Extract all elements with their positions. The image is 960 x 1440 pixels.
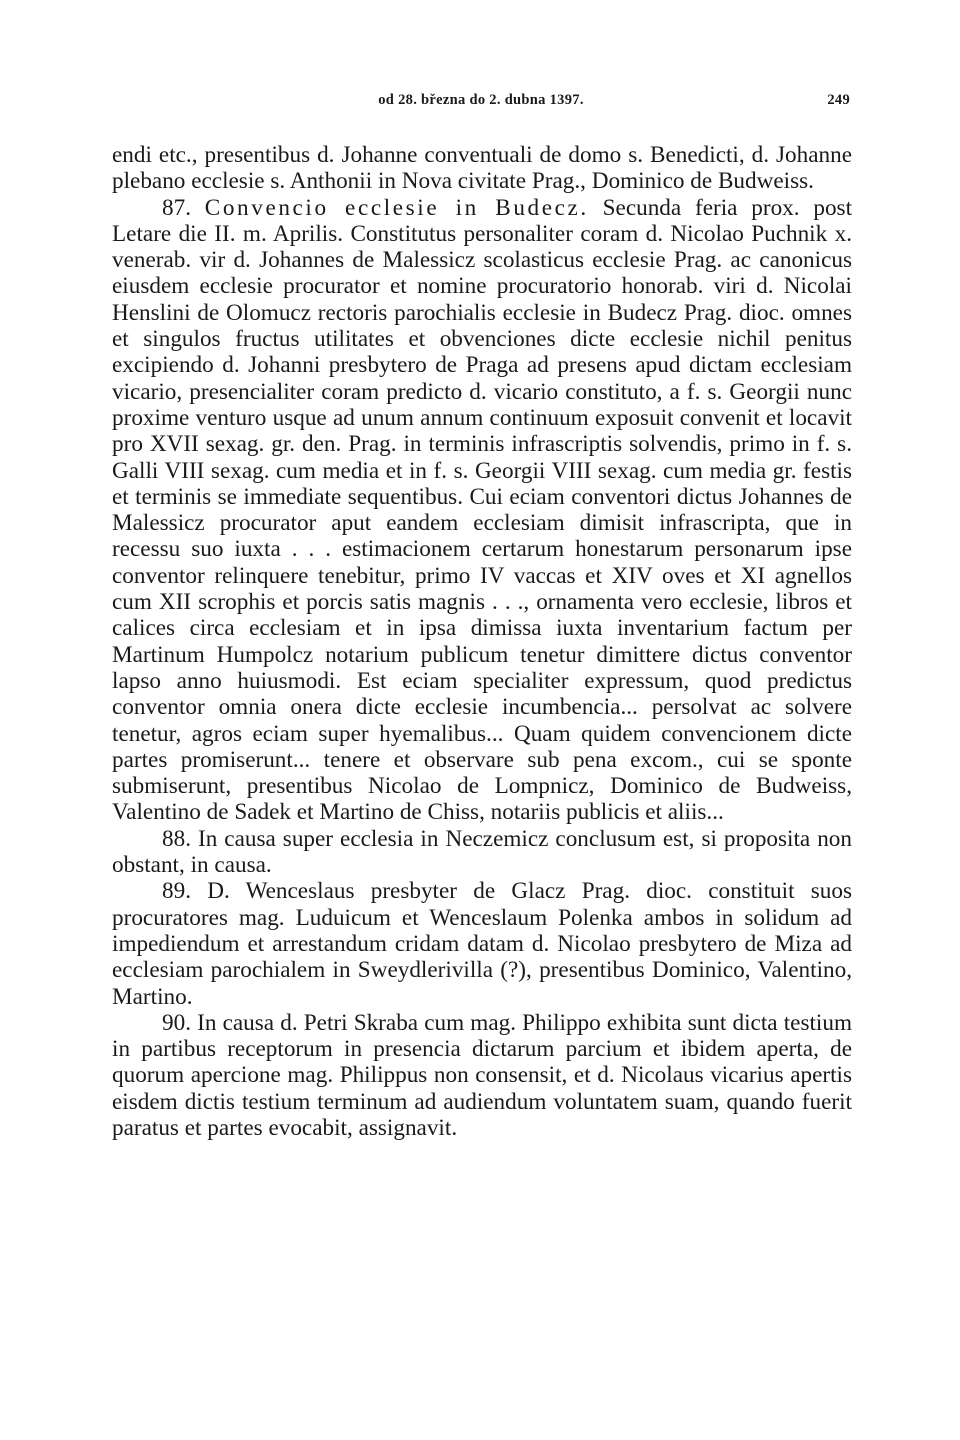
text-body — [112, 142, 852, 1141]
paragraph-90 — [112, 1010, 852, 1141]
entry-number: 87. — [162, 194, 191, 221]
page-header — [112, 92, 850, 112]
paragraph-text: 88. In causa super ecclesia in Neczemicz conclusum est, si proposita non obstant, in causa. — [112, 825, 852, 879]
running-title: od 28. března do 2. dubna 1397. — [378, 92, 584, 108]
paragraph-text: 90. In causa d. Petri Skraba cum mag. Philippo exhibita sunt dicta testium in partibus receptorum in presencia dictarum parcium et ibidem aperta, de quorum apercione mag. Philippus non consensit, et d. Nicolaus vicarius apertis eisdem dictis testium terminum ad audiendum voluntatem suam, quando fuerit paratus et partes evocabit, assignavit. — [112, 1009, 852, 1141]
paragraph-continuation — [112, 142, 852, 195]
paragraph-88 — [112, 826, 852, 879]
paragraph-text: Secunda feria prox. post Letare die II. m. Aprilis. Constitutus personaliter coram d. Nicolao Puchnik x. venerab. vir d. Johannes de Malessicz scolasticus ecclesie Prag. ac canonicus eiusdem ecclesie procurator et nomine procuratorio honorab. viri d. Nicolai Henslini de Olomucz rectoris parochialis ecclesie in Budecz Prag. dioc. omnes et singulos fructus utilitates et obvenciones dicte ecclesie nichil penitus excipiendo d. Johanni presbytero de Praga ad presens apud dictam ecclesiam vicario, presencialiter coram predicto d. vicario constituto, a f. s. Georgii nunc proxime venturo usque ad unum annum continuum exposuit convenit et locavit pro XVII sexag. gr. den. Prag. in terminis infrascriptis solvendis, primo in f. s. Galli VIII sexag. cum media et in f. s. Georgii VIII sexag. cum media gr. festis et terminis se immediate sequentibus. Cui eciam conventori dictus Johannes de Malessicz procurator aput eandem ecclesiam dimisit infrascripta, que in recessu suo iuxta . . . estimacionem certarum honestarum personarum ipse conventor relinquere tenebitur, primo IV vaccas et XIV oves et XI agnellos cum XII scrophis et porcis satis magnis . . ., ornamenta vero ecclesie, libros et calices circa ecclesiam et in ipsa dimissa iuxta inventarium factum per Martinum Humpolcz notarium publicum tenetur dimittere dictus conventor lapso anno huiusmodi. Est eciam specialiter expressum, quod predictus conventor omnia onera dicte ecclesie incumbencia... persolvat ac solvere tenetur, agros eciam super hyemalibus... Quam quidem convencionem dicte partes promiserunt... tenere et observare sub pena excom., cui se sponte submiserunt, presentibus Nicolao de Lompnicz, Dominico de Budweiss, Valentino de Sadek et Martino de Chiss, notariis publicis et aliis... — [112, 194, 853, 826]
entry-title: Convencio ecclesie in Budecz. — [204, 194, 589, 221]
page-number: 249 — [827, 92, 850, 108]
paragraph-text: endi etc., presentibus d. Johanne conventuali de domo s. Benedicti, d. Johanne plebano ecclesie s. Anthonii in Nova civitate Prag., Dominico de Budweiss. — [112, 142, 852, 195]
paragraph-89 — [112, 878, 852, 1009]
paragraph-87 — [112, 195, 852, 826]
paragraph-text: 89. D. Wenceslaus presbyter de Glacz Prag. dioc. constituit suos procuratores mag. Luduicum et Wenceslaum Polenka ambos in solidum ad impediendum et arrestandum cridam datam d. Nicolao presbytero de Miza ad ecclesiam parochialem in Sweydlerivilla (?), presentibus Dominico, Valentino, Martino. — [112, 878, 852, 1010]
